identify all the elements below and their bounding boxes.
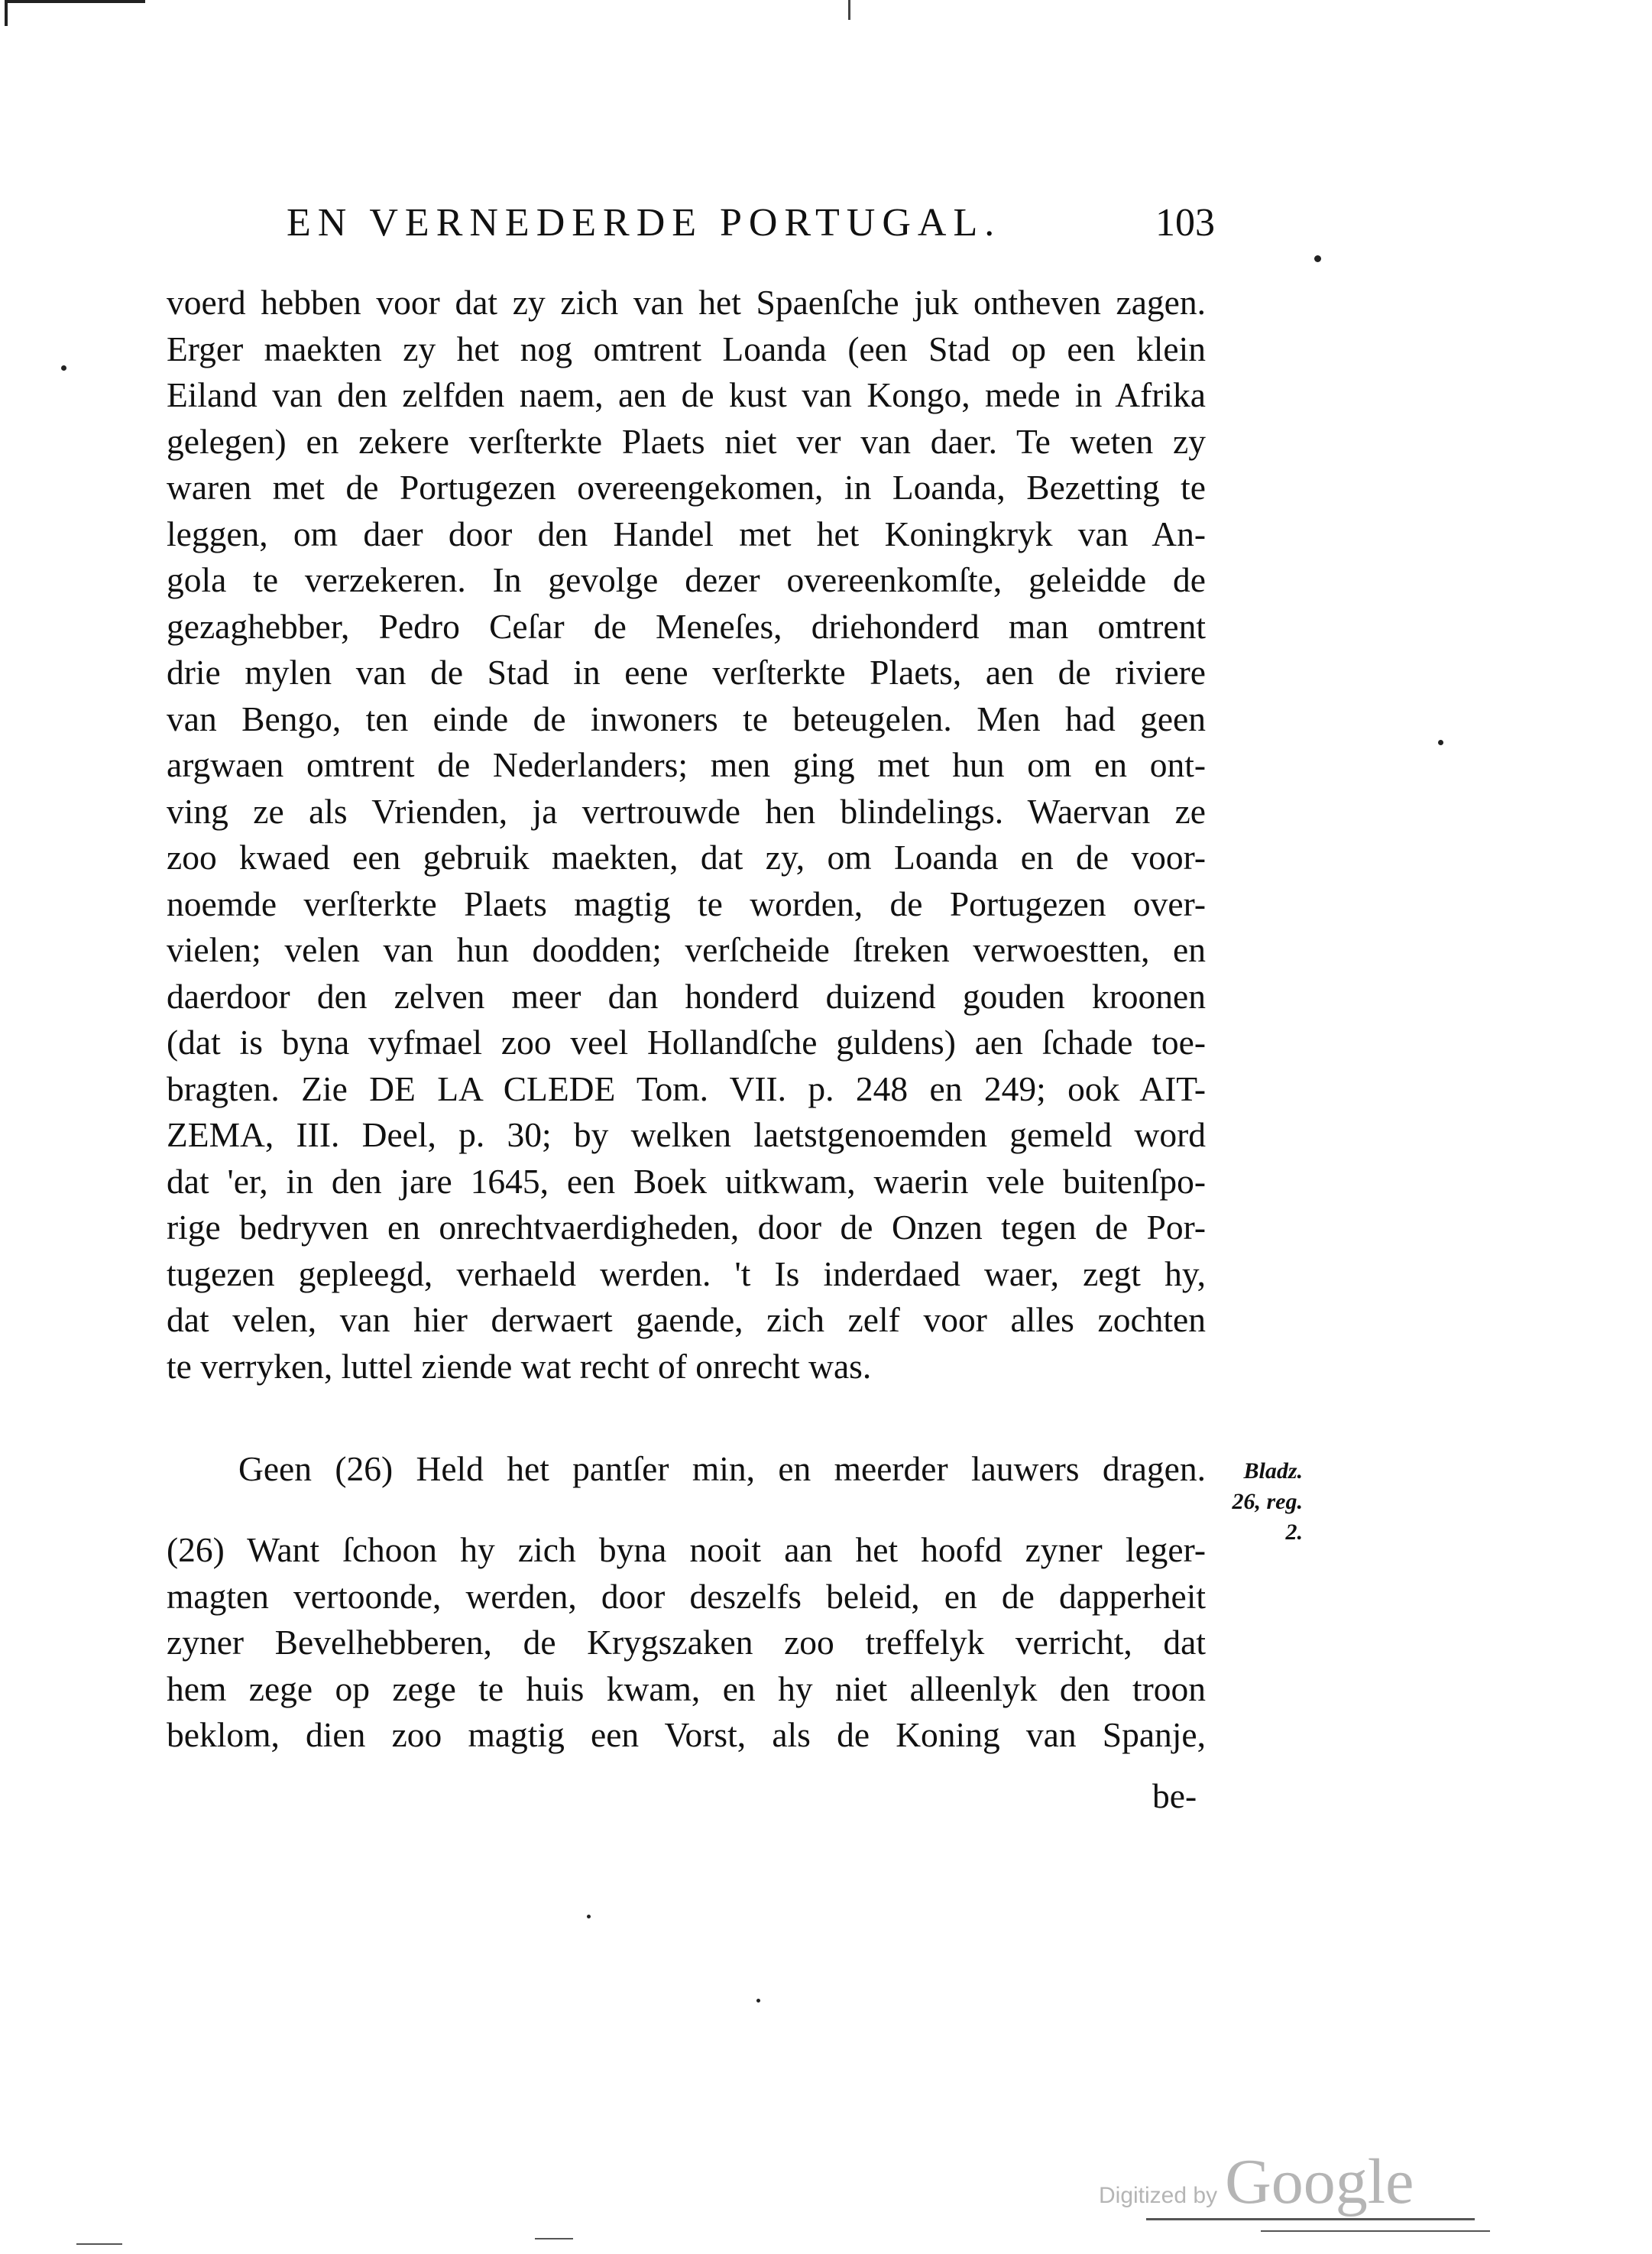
footnote-line: magten vertoonde, werden, door deszelfs beleid, en de dapperheit xyxy=(167,1576,1206,1616)
ink-speck xyxy=(1314,255,1321,262)
page-corner-mark xyxy=(5,0,145,26)
google-logo: Google xyxy=(1225,2146,1414,2217)
footnote-block xyxy=(167,1527,1206,1759)
footnote-line: hem zege op zege te huis kwam, en hy niet alleenlyk den troon xyxy=(167,1669,1206,1708)
margin-note-line: 26, reg. xyxy=(1232,1489,1303,1514)
digitized-by-google-watermark xyxy=(1099,2145,1414,2217)
body-line: te verryken, luttel ziende wat recht of onrecht was. xyxy=(167,1346,872,1386)
body-line: leggen, om daer door den Handel met het Koningkryk van An- xyxy=(167,514,1206,553)
body-line: noemde verſterkte Plaets magtig te worden, de Portugezen over- xyxy=(167,884,1206,923)
ink-speck xyxy=(756,1999,760,2003)
body-line: ving ze als Vrienden, ja vertrouwde hen blindelings. Waervan ze xyxy=(167,791,1206,831)
body-line: Eiland van den zelfden naem, aen de kust van Kongo, mede in Afrika xyxy=(167,375,1206,414)
body-line: rige bedryven en onrechtvaerdigheden, door de Onzen tegen de Por- xyxy=(167,1208,1206,1247)
body-line: dat velen, van hier derwaert gaende, zich zelf voor alles zochten xyxy=(167,1300,1206,1339)
watermark-prefix: Digitized by xyxy=(1099,2183,1218,2208)
body-line: waren met de Portugezen overeengekomen, in Loanda, Bezetting te xyxy=(167,468,1206,507)
body-line: (dat is byna vyfmael zoo veel Hollandſche guldens) aen ſchade toe- xyxy=(167,1023,1206,1062)
body-line: tugezen gepleegd, verhaeld werden. 't Is inderdaed waer, zegt hy, xyxy=(167,1253,1206,1293)
body-line: gezaghebber, Pedro Ceſar de Meneſes, driehonderd man omtrent xyxy=(167,606,1206,646)
page-number: 103 xyxy=(1155,201,1215,245)
body-line: gola te verzekeren. In gevolge dezer overeenkomſte, geleidde de xyxy=(167,560,1206,599)
body-text xyxy=(167,280,1206,1390)
catchword: be- xyxy=(1152,1776,1197,1815)
footnote-line: beklom, dien zoo magtig een Vorst, als de Koning van Spanje, xyxy=(167,1715,1206,1754)
ink-speck xyxy=(587,1915,591,1918)
footnote-line: zyner Bevelhebberen, de Krygszaken zoo treffelyk verricht, dat xyxy=(167,1623,1206,1662)
page-header xyxy=(287,200,1215,254)
footnote-line: (26) Want ſchoon hy zich byna nooit aan het hoofd zyner leger- xyxy=(167,1530,1206,1569)
margin-note xyxy=(1211,1456,1303,1548)
scan-edge-line xyxy=(1146,2218,1475,2220)
body-line: zoo kwaed een gebruik maekten, dat zy, om Loanda en de voor- xyxy=(167,838,1206,877)
body-line: van Bengo, ten einde de inwoners te beteugelen. Men had geen xyxy=(167,699,1206,738)
margin-note-line: Bladz. xyxy=(1243,1458,1303,1484)
margin-note-line: 2. xyxy=(1285,1519,1303,1545)
body-line: Erger maekten zy het nog omtrent Loanda (een Stad op een klein xyxy=(167,329,1206,368)
ink-speck xyxy=(1438,740,1443,745)
body-line: drie mylen van de Stad in eene verſterkte Plaets, aen de riviere xyxy=(167,653,1206,692)
body-line: daerdoor den zelven meer dan honderd duizend gouden kroonen xyxy=(167,976,1206,1016)
ink-speck xyxy=(61,365,66,371)
body-line: voerd hebben voor dat zy zich van het Spaenſche juk ontheven zagen. xyxy=(167,283,1206,322)
running-head: EN VERNEDERDE PORTUGAL. xyxy=(287,201,1002,245)
body-line: vielen; velen van hun doodden; verſcheide ſtreken verwoestten, en xyxy=(167,930,1206,969)
body-line: bragten. Zie DE LA CLEDE Tom. VII. p. 248 en 249; ook AIT- xyxy=(167,1069,1206,1108)
body-line: dat 'er, in den jare 1645, een Boek uitkwam, waerin vele buitenſpo- xyxy=(167,1161,1206,1201)
scan-edge-line xyxy=(535,2238,573,2239)
scan-edge-line xyxy=(76,2243,122,2245)
page-top-tick xyxy=(848,0,850,20)
scan-edge-line xyxy=(1261,2230,1490,2232)
body-line: argwaen omtrent de Nederlanders; men ging met hun om en ont- xyxy=(167,745,1206,784)
verse-line: Geen (26) Held het pantſer min, en meerder lauwers dragen. xyxy=(238,1449,1206,1488)
body-line: gelegen) en zekere verſterkte Plaets niet ver van daer. Te weten zy xyxy=(167,421,1206,461)
body-line: ZEMA, III. Deel, p. 30; by welken laetstgenoemden gemeld word xyxy=(167,1115,1206,1154)
